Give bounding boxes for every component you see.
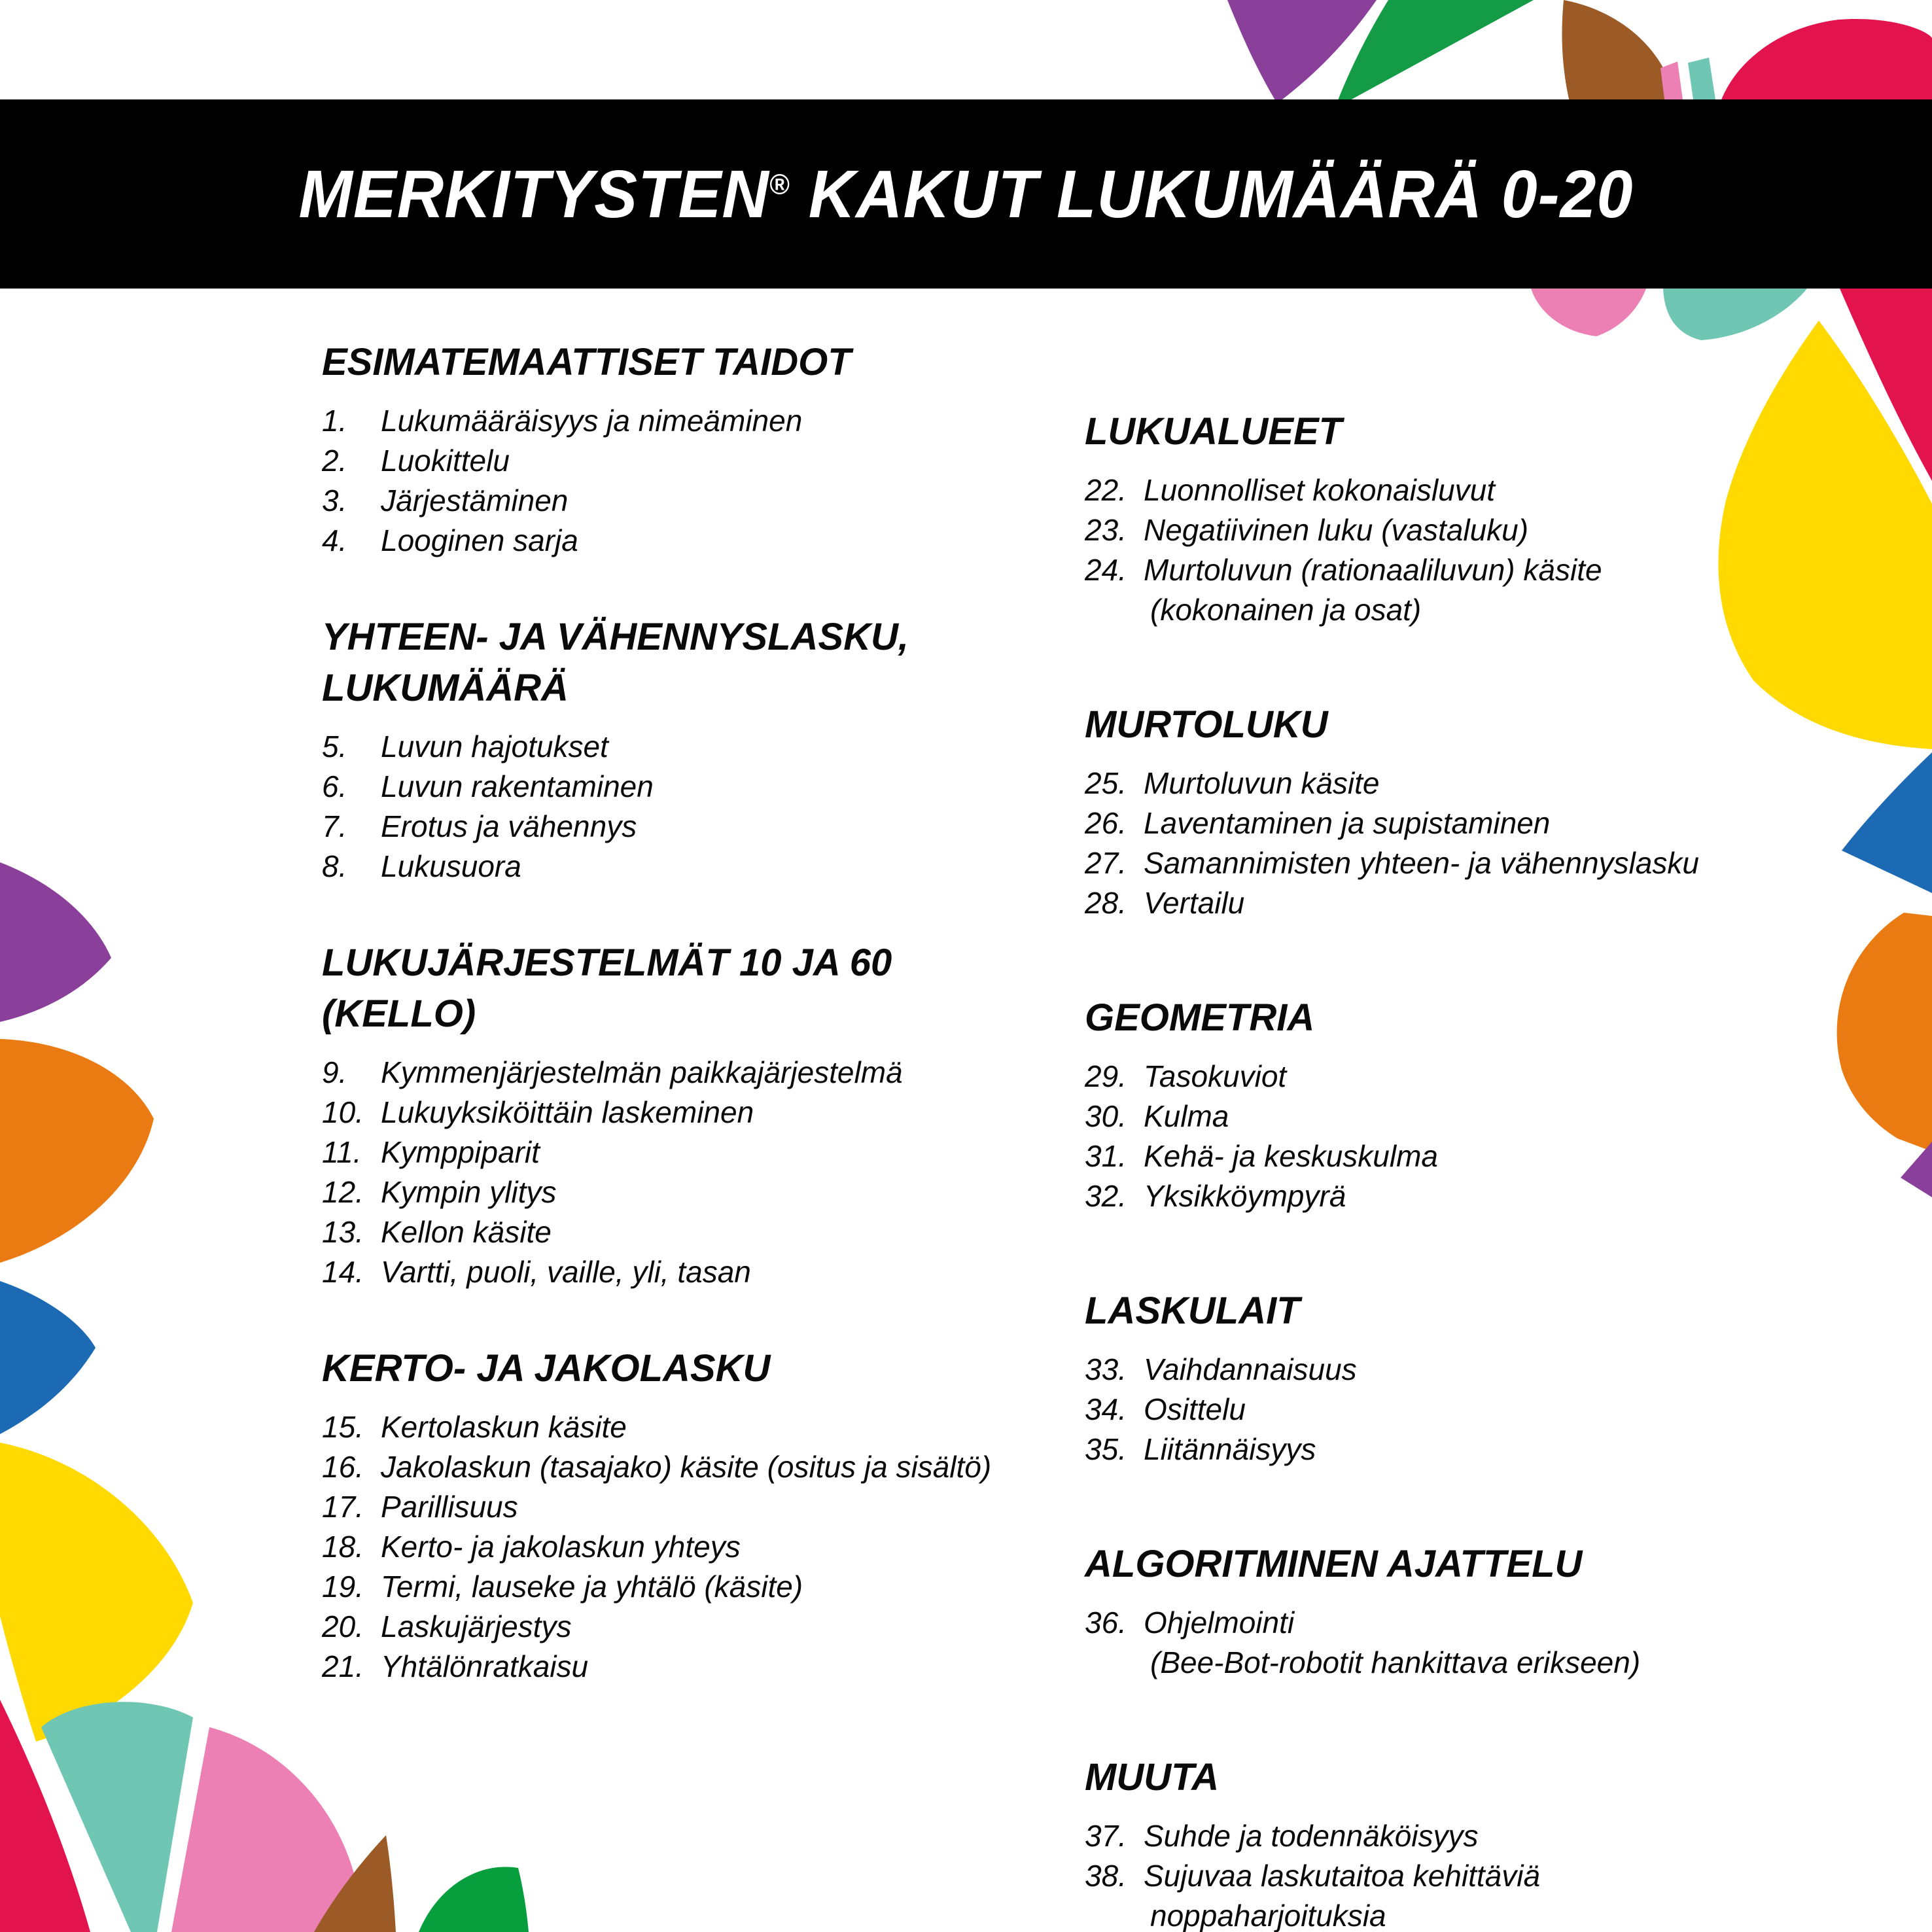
list-item [1085, 1816, 1929, 1856]
list-item [322, 401, 1081, 441]
title-rest: KAKUT LUKUMÄÄRÄ 0-20 [790, 156, 1634, 232]
item-number: 25. [1085, 766, 1127, 800]
list-item [322, 481, 1081, 521]
page-title [299, 156, 1634, 233]
list-item [1085, 550, 1929, 630]
item-text: Suhde ja todennäköisyys [1144, 1819, 1479, 1853]
item-number: 1. [322, 404, 347, 438]
item-text: Yksikköympyrä [1144, 1179, 1346, 1213]
list-item [1085, 1176, 1929, 1216]
item-list [322, 727, 1081, 887]
list-item [322, 1093, 1081, 1133]
section-geometria [1085, 992, 1929, 1216]
item-number: 11. [322, 1135, 362, 1169]
item-text: Vartti, puoli, vaille, yli, tasan [381, 1255, 751, 1289]
list-item [1085, 1856, 1929, 1932]
list-item [322, 1407, 1081, 1447]
item-number: 24. [1085, 553, 1127, 587]
section-algoritminen-ajattelu [1085, 1539, 1929, 1683]
list-item [322, 727, 1081, 767]
column-right [1085, 337, 1929, 1932]
item-text: Kertolaskun käsite [381, 1410, 627, 1444]
item-number: 34. [1085, 1392, 1127, 1426]
section-kerto-ja-jakolasku [322, 1343, 1081, 1687]
list-item [322, 1252, 1081, 1292]
column-left [322, 337, 1081, 1687]
item-number: 20. [322, 1609, 364, 1643]
item-number: 18. [322, 1530, 364, 1564]
item-text: Kellon käsite [381, 1215, 552, 1249]
item-number: 15. [322, 1410, 364, 1444]
list-item [1085, 1430, 1929, 1469]
heading-line: ALGORITMINEN AJATTELU [1085, 1543, 1583, 1585]
list-item [322, 1607, 1081, 1647]
item-text: Lukumääräisyys ja nimeäminen [381, 404, 803, 438]
heading-line: YHTEEN- JA VÄHENNYSLASKU, [322, 616, 909, 658]
list-item [1085, 1603, 1929, 1683]
list-item [1085, 764, 1929, 803]
list-item [1085, 1057, 1929, 1097]
item-number: 7. [322, 809, 347, 843]
item-text: Termi, lauseke ja yhtälö (käsite) [381, 1570, 803, 1604]
list-item [322, 441, 1081, 481]
item-text: Liitännäisyys [1144, 1432, 1316, 1466]
section-heading-murtoluku [1085, 699, 1929, 750]
item-text: Lukuyksiköittäin laskeminen [381, 1095, 754, 1129]
list-item [1085, 843, 1929, 883]
item-text-continuation: noppaharjoituksia [1150, 1899, 1386, 1932]
item-text: Laskujärjestys [381, 1609, 572, 1643]
item-text: Murtoluvun käsite [1144, 766, 1380, 800]
item-text: Luonnolliset kokonaisluvut [1144, 473, 1496, 507]
item-number: 4. [322, 523, 347, 557]
item-text: Kympin ylitys [381, 1175, 557, 1209]
item-number: 32. [1085, 1179, 1127, 1213]
item-number: 33. [1085, 1352, 1127, 1386]
list-item [322, 1487, 1081, 1527]
brand-name: MERKITYSTEN [298, 156, 769, 232]
item-text: Murtoluvun (rationaaliluvun) käsite (kokonainen ja osat) [1144, 550, 1602, 630]
item-text: Kymppiparit [381, 1135, 540, 1169]
item-number: 30. [1085, 1099, 1127, 1133]
item-text: Parillisuus [381, 1490, 518, 1524]
list-item [1085, 470, 1929, 510]
item-text: Luvun hajotukset [381, 729, 608, 764]
title-banner [0, 99, 1932, 289]
section-esimatemaattiset-taidot [322, 337, 1081, 561]
item-number: 21. [322, 1649, 364, 1683]
list-item [322, 1172, 1081, 1212]
heading-line: ESIMATEMAATTISET TAIDOT [322, 341, 851, 383]
item-list [1085, 764, 1929, 923]
section-heading-kerto-ja-jakolasku [322, 1343, 1081, 1394]
decor-wedge-yellow-left-icon [0, 1443, 193, 1742]
item-number: 3. [322, 483, 347, 518]
item-text: Kerto- ja jakolaskun yhteys [381, 1530, 741, 1564]
item-text: Tasokuviot [1144, 1059, 1287, 1093]
item-number: 28. [1085, 886, 1127, 920]
list-item [1085, 1136, 1929, 1176]
item-text: Kymmenjärjestelmän paikkajärjestelmä [381, 1055, 903, 1089]
section-heading-lukujarjestelmat-10-ja-60-kello [322, 938, 1081, 1040]
item-text: Yhtälönratkaisu [381, 1649, 589, 1683]
list-item [322, 1527, 1081, 1567]
list-item [322, 1053, 1081, 1093]
section-laskulait [1085, 1286, 1929, 1469]
item-list [322, 1407, 1081, 1687]
item-number: 35. [1085, 1432, 1127, 1466]
registered-trademark-icon: ® [769, 169, 790, 201]
item-number: 19. [322, 1570, 364, 1604]
decor-wedge-green-bottom-icon [419, 1867, 529, 1932]
heading-line: (KELLO) [322, 992, 476, 1035]
list-item [322, 1567, 1081, 1607]
list-item [1085, 803, 1929, 843]
item-number: 36. [1085, 1606, 1127, 1640]
item-text-continuation: (kokonainen ja osat) [1150, 593, 1422, 627]
heading-line: GEOMETRIA [1085, 996, 1315, 1039]
decor-wedge-blue-left-icon [0, 1281, 96, 1434]
heading-line: KERTO- JA JAKOLASKU [322, 1347, 771, 1390]
section-muuta [1085, 1752, 1929, 1932]
item-number: 10. [322, 1095, 364, 1129]
item-number: 29. [1085, 1059, 1127, 1093]
section-yhteen-ja-vahennyslasku-lukumaara [322, 612, 1081, 887]
decor-sliver-pink-top-icon [1660, 61, 1683, 99]
section-murtoluku [1085, 699, 1929, 923]
item-list [1085, 1603, 1929, 1683]
item-number: 14. [322, 1255, 364, 1289]
item-number: 26. [1085, 806, 1127, 840]
item-text: Vaihdannaisuus [1144, 1352, 1357, 1386]
decor-wedge-purple-left-icon [0, 862, 111, 1022]
item-number: 8. [322, 849, 347, 883]
item-number: 13. [322, 1215, 364, 1249]
item-text: Kulma [1144, 1099, 1229, 1133]
list-item [322, 807, 1081, 847]
item-text-continuation: (Bee-Bot-robotit hankittava erikseen) [1150, 1645, 1641, 1679]
decor-wedge-orange-left-icon [0, 1039, 154, 1263]
item-list [322, 1053, 1081, 1292]
list-item [322, 1447, 1081, 1487]
decor-sliver-teal-top-icon [1688, 58, 1715, 99]
list-item [322, 847, 1081, 887]
item-number: 22. [1085, 473, 1127, 507]
list-item [1085, 510, 1929, 550]
item-number: 6. [322, 769, 347, 803]
heading-line: LUKUMÄÄRÄ [322, 667, 569, 709]
item-text: Negatiivinen luku (vastaluku) [1144, 513, 1529, 547]
item-text: Järjestäminen [381, 483, 569, 518]
item-text: Luvun rakentaminen [381, 769, 654, 803]
section-heading-lukualueet [1085, 406, 1929, 457]
section-heading-muuta [1085, 1752, 1929, 1803]
item-text: Lukusuora [381, 849, 521, 883]
list-item [1085, 1097, 1929, 1136]
section-heading-esimatemaattiset-taidot [322, 337, 1081, 388]
item-number: 2. [322, 444, 347, 478]
decor-wedge-teal-underbanner-icon [1663, 289, 1807, 340]
list-item [322, 1212, 1081, 1252]
list-item [1085, 1350, 1929, 1390]
item-list [1085, 1816, 1929, 1932]
item-number: 37. [1085, 1819, 1127, 1853]
item-text: Erotus ja vähennys [381, 809, 637, 843]
heading-line: LUKUJÄRJESTELMÄT 10 JA 60 [322, 941, 892, 984]
item-list [1085, 470, 1929, 630]
list-item [1085, 1390, 1929, 1430]
item-text: Vertailu [1144, 886, 1245, 920]
item-number: 27. [1085, 846, 1127, 880]
item-number: 38. [1085, 1859, 1127, 1893]
item-text: Osittelu [1144, 1392, 1246, 1426]
section-heading-laskulait [1085, 1286, 1929, 1337]
item-text: Kehä- ja keskuskulma [1144, 1139, 1438, 1173]
heading-line: LASKULAIT [1085, 1290, 1300, 1332]
decor-wedge-pink-underbanner-icon [1531, 289, 1646, 336]
section-heading-geometria [1085, 992, 1929, 1044]
list-item [1085, 883, 1929, 923]
decor-wedge-brown-top-icon [1562, 0, 1676, 105]
item-number: 23. [1085, 513, 1127, 547]
list-item [322, 521, 1081, 561]
heading-line: MURTOLUKU [1085, 703, 1328, 746]
section-lukualueet [1085, 406, 1929, 630]
item-list [1085, 1057, 1929, 1216]
item-number: 17. [322, 1490, 364, 1524]
list-item [322, 1133, 1081, 1172]
list-item [322, 767, 1081, 807]
item-text: Laventaminen ja supistaminen [1144, 806, 1551, 840]
item-text: Luokittelu [381, 444, 510, 478]
item-text: Looginen sarja [381, 523, 578, 557]
item-text: Jakolaskun (tasajako) käsite (ositus ja sisältö) [381, 1450, 992, 1484]
list-item [322, 1647, 1081, 1687]
heading-line: MUUTA [1085, 1756, 1220, 1799]
item-number: 9. [322, 1055, 347, 1089]
item-text: Samannimisten yhteen- ja vähennyslasku [1144, 846, 1699, 880]
item-number: 5. [322, 729, 347, 764]
heading-line: LUKUALUEET [1085, 410, 1343, 453]
item-text: Sujuvaa laskutaitoa kehittäviä noppaharjoituksia [1144, 1856, 1540, 1932]
item-list [1085, 1350, 1929, 1469]
item-text: Ohjelmointi (Bee-Bot-robotit hankittava erikseen) [1144, 1603, 1640, 1683]
item-list [322, 401, 1081, 561]
item-number: 16. [322, 1450, 364, 1484]
section-lukujarjestelmat-10-ja-60-kello [322, 938, 1081, 1292]
section-heading-yhteen-ja-vahennyslasku-lukumaara [322, 612, 1081, 714]
item-number: 12. [322, 1175, 364, 1209]
section-heading-algoritminen-ajattelu [1085, 1539, 1929, 1590]
item-number: 31. [1085, 1139, 1127, 1173]
